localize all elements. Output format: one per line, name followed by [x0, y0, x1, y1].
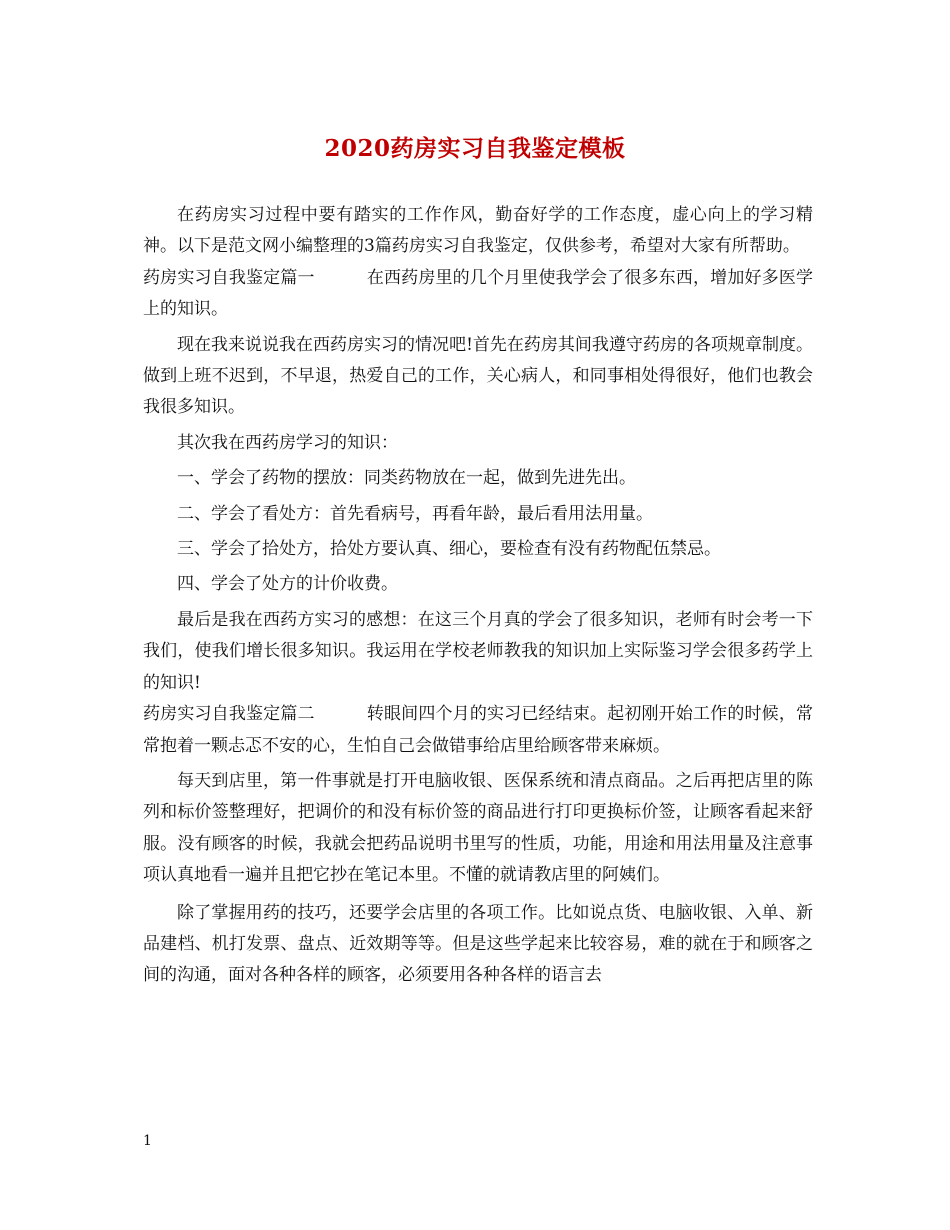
- section-one-text: 在西药房里的几个月里使我学会了很多东西，增加好多医学上的知识。: [143, 267, 814, 320]
- paragraph-reflection: 最后是我在西药方实习的感想：在这三个月真的学会了很多知识，老师有时会考一下我们，使我们增长很多知识。我运用在学校老师教我的知识加上实际鉴习学会很多药学上的知识!: [143, 609, 813, 693]
- list-item-two: 二、学会了看处方：首先看病号，再看年龄，最后看用法用量。: [177, 503, 653, 524]
- paragraph-situation: 现在我来说说我在西药房实习的情况吧!首先在药房其间我遵守药房的各项规章制度。做到上班不迟到，不早退，热爱自己的工作，关心病人，和同事相处得很好，他们也教会我很多知识。: [143, 334, 813, 418]
- intro-paragraph: 在药房实习过程中要有踏实的工作作风，勤奋好学的工作态度，虚心向上的学习精神。以下是范文网小编整理的3篇药房实习自我鉴定，仅供参考，希望对大家有所帮助。: [143, 205, 813, 257]
- section-two: [143, 699, 813, 762]
- list-item-three: 三、学会了拾处方，拾处方要认真、细心，要检查有没有药物配伍禁忌。: [177, 539, 721, 560]
- section-one: [143, 263, 813, 326]
- paragraph-daily-work: 每天到店里，第一件事就是打开电脑收银、医保系统和清点商品。之后再把店里的陈列和标价签整理好，把调价的和没有标价签的商品进行打印更换标价签，让顾客看起来舒服。没有顾客的时候，我就会把药品说明书里写的性质，功能，用途和用法用量及注意事项认真地看一遍并且把它抄在笔记本里。不懂的就请教店里的阿姨们。: [143, 770, 813, 886]
- section-two-text: 转眼间四个月的实习已经结束。起初刚开始工作的时候，常常抱着一颗忐忑不安的心，生怕自己会做错事给店里给顾客带来麻烦。: [143, 704, 814, 756]
- page-number: 1: [143, 1133, 152, 1149]
- section-one-heading: 药房实习自我鉴定篇一: [143, 267, 315, 288]
- paragraph-knowledge-intro: 其次我在西药房学习的知识：: [177, 432, 398, 453]
- paragraph-store-tasks: 除了掌握用药的技巧，还要学会店里的各项工作。比如说点货、电脑收银、入单、新品建档、机打发票、盘点、近效期等等。但是这些学起来比较容易，难的就在于和顾客之间的沟通，面对各种各样的顾客，必须要用各种各样的语言去: [143, 902, 813, 986]
- section-two-heading: 药房实习自我鉴定篇二: [143, 704, 315, 725]
- document-body: [143, 200, 813, 992]
- list-item-four: 四、学会了处方的计价收费。: [177, 574, 398, 595]
- list-item-one: 一、学会了药物的摆放：同类药物放在一起，做到先进先出。: [177, 468, 636, 489]
- document-title: 2020药房实习自我鉴定模板: [324, 135, 626, 162]
